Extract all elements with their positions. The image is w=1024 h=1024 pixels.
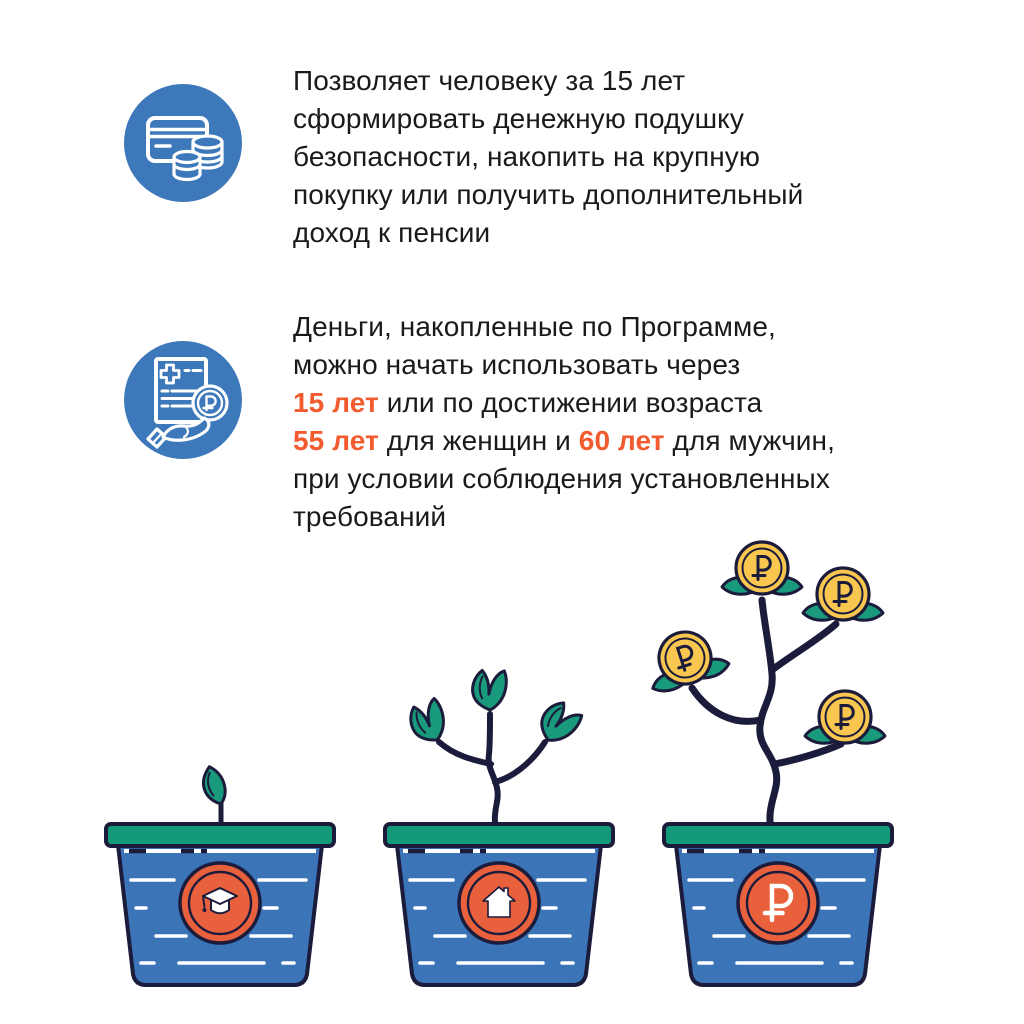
card-coins-icon-svg (123, 83, 243, 203)
pot-education (106, 766, 334, 985)
pot-home (385, 669, 613, 985)
plant-coins (639, 542, 885, 830)
plant-buds (404, 669, 584, 830)
sprout-leaf-icon (202, 766, 226, 805)
contract-ruble-hand-icon-svg (123, 340, 243, 460)
education-badge (180, 863, 260, 943)
card-coins-icon (123, 83, 243, 203)
money-badge (738, 863, 818, 943)
feature-withdrawal-text: Деньги, накопленные по Программе, можно начать использовать через 15 лет или по достижении возраста 55 лет для женщин и 60 лет для мужчин, при условии соблюдения установленных требований (293, 311, 835, 532)
pot-money (639, 542, 892, 985)
ruble-coin-flower (805, 691, 885, 743)
plant-sprout (202, 766, 226, 830)
money-pots-illustration (0, 512, 1024, 1024)
feature-savings-text: Позволяет человеку за 15 лет сформировать денежную подушку безопасности, накопить на крупную покупку или получить дополнительный доход к пенсии (293, 65, 804, 248)
ruble-coin-flower (639, 621, 731, 695)
home-badge (459, 863, 539, 943)
contract-ruble-hand-icon (123, 340, 243, 460)
bud-icon (534, 697, 584, 749)
bud-icon (404, 696, 453, 747)
bud-icon (471, 669, 508, 711)
ruble-coin-flower (722, 542, 802, 594)
ruble-coin-flower (803, 568, 883, 620)
